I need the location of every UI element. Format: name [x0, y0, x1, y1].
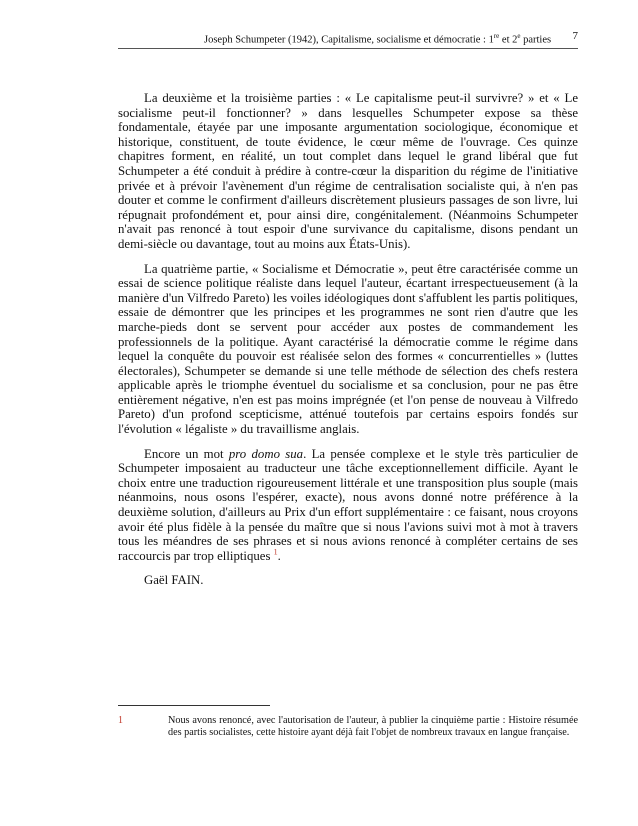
paragraph: Encore un mot pro domo sua. La pensée complexe et le style très particulier de Schumpeter imposaient au traducteur une tâche exceptionnellement difficile. Ayant le choix entre une traduction rigoureusement littérale et une transposition plus souple (mais néanmoins, nous osons l'espérer, exacte), nous avons donné notre préférence à la deuxième solution, d'ailleurs au Prix d'un effort supplémentaire : ce faisant, nous croyons avoir été plus fidèle à la pensée du maître que si nous l'avions suivi mot à mot à travers tous les méandres de ses phrases et si nous avions renoncé à compléter certains de ses raccourcis par trop elliptiques $^1$. [118, 446, 578, 563]
paragraph: La quatrième partie, « Socialisme et Démocratie », peut être caractérisée comme un essai de science politique réaliste dans lequel l'auteur, écartant irrespectueusement (à la manière d'un Vilfredo Pareto) les voiles idéologiques dont s'affublent les partis politiques, essaie de démontrer que les principes et les programmes ne sont rien d'autre que les marche-pieds dont se servent pour accéder aux postes de commandement les professionnels de la politique. Ayant caractérisé la démocratie comme le régime dans lequel la conquête du pouvoir est réalisée selon des formes « concurrentielles » (luttes électorales), Schumpeter se demande si une telle méthode de sélection des chefs restera applicable après le triomphe éventuel du socialisme et sa conclusion, pour ne pas être entièrement négative, n'en est pas moins imprégnée (et l'on pense de nouveau à Vilfredo Pareto) d'un profond scepticisme, atténué toutefois par certains espoirs fondés sur l'évolution « légaliste » du travaillisme anglais. [118, 261, 578, 437]
footnote [118, 715, 578, 739]
paragraph: La deuxième et la troisième parties : « Le capitalisme peut-il survivre? » et « Le socialisme peut-il fonctionner? » dans lesquelles Schumpeter expose sa thèse fondamentale, étayée par une imposante argumentation sociologique, économique et historique, constituent, de toute évidence, le cœur même de l'ouvrage. Ces quinze chapitres forment, en réalité, un tout complet dans lequel le grand libéral que fut Schumpeter a été conduit à prédire à contre-cœur la disparition du régime de l'initiative privée et à prévoir l'avènement d'un régime de centralisation socialiste qui, à n'en pas douter et comme le confirment d'ailleurs discrètement plusieurs passages de son livre, lui répugnait profondément et, pour ainsi dire, congénitalement. (Néanmoins Schumpeter n'avait pas renoncé à tout espoir d'une survivance du capitalisme, disons pendant un demi-siècle ou davantage, tout au moins aux États-Unis). [118, 91, 578, 251]
latin-phrase: pro domo sua [228, 446, 304, 461]
footnote-text: Nous avons renoncé, avec l'autorisation de l'auteur, à publier la cinquième partie : Histoire résumée des partis socialistes, cette histoire ayant déjà fait l'objet de nombreux travaux en langue française. [168, 715, 578, 738]
signature: Gaël FAIN. [144, 573, 204, 588]
main-text [118, 91, 578, 598]
header-divider [118, 48, 578, 49]
page-number: 7 [572, 30, 578, 42]
header-title: Joseph Schumpeter (1942), Capitalisme, socialisme et démocratie : 1re et 2e parties [204, 32, 552, 46]
footnote-marker: 1 [118, 715, 123, 726]
footnote-divider [118, 705, 270, 706]
footnote-reference-link[interactable]: 1 [273, 547, 278, 557]
